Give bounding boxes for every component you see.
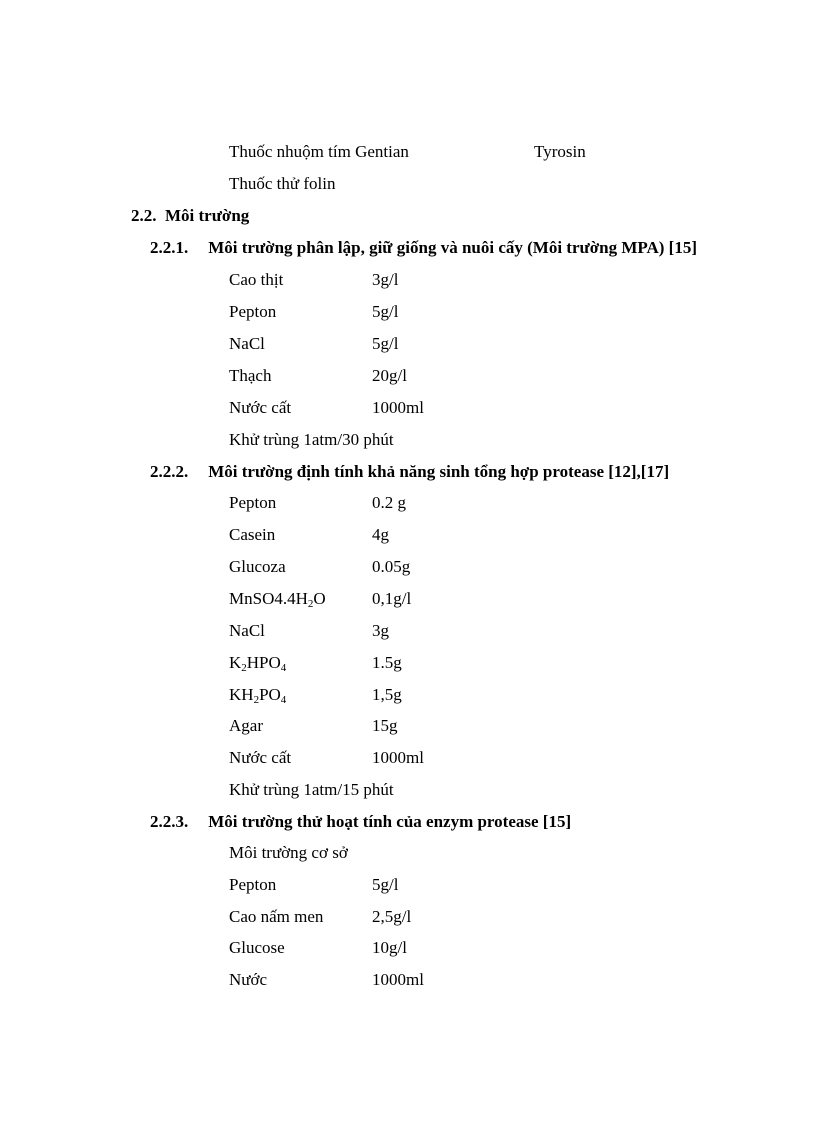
ingredient-name: Nước [229, 970, 268, 989]
formula-subscript: 4 [280, 694, 287, 706]
ingredient-name: Nước cất [229, 398, 292, 417]
ingredient-name: Nước cất [229, 748, 292, 767]
ingredient-name: Thạch [229, 366, 272, 385]
section-title: Môi trường phân lập, giữ giống và nuôi cấy (Môi trường MPA) [15] [208, 238, 697, 257]
ingredient-name: Cao thịt [229, 270, 284, 289]
ingredient-name: Agar [229, 716, 263, 735]
ingredient-value: 10g/l [372, 938, 407, 957]
sterilization-note: Khử trùng 1atm/15 phút [229, 780, 394, 799]
ingredient-value: 1.5g [372, 653, 402, 672]
chemical-folin: Thuốc thử folin [229, 174, 336, 193]
ingredient-value: 15g [372, 716, 398, 735]
formula-subscript: 4 [280, 662, 287, 674]
ingredient-value: 0.2 g [372, 493, 406, 512]
ingredient-value: 2,5g/l [372, 907, 412, 926]
ingredient-name: Cao nấm men [229, 907, 324, 926]
section-number: 2.2. [131, 206, 157, 225]
formula-part: O [313, 589, 326, 608]
section-title: Môi trường [165, 206, 250, 225]
ingredient-name: NaCl [229, 334, 265, 353]
chemical-tyrosin: Tyrosin [534, 142, 586, 161]
section-number: 2.2.2. [150, 462, 189, 481]
ingredient-name [229, 685, 286, 705]
ingredient-value: 1000ml [372, 398, 424, 417]
ingredient-name: Pepton [229, 302, 277, 321]
ingredient-name [229, 653, 286, 673]
ingredient-name: Glucoza [229, 557, 286, 576]
formula-part: MnSO4.4H [229, 589, 308, 608]
section-2-2-2-heading [150, 462, 669, 482]
formula-part: K [229, 653, 242, 672]
ingredient-value: 5g/l [372, 334, 399, 353]
subsection-subtitle: Môi trường cơ sở [229, 843, 348, 862]
chemical-gentian: Thuốc nhuộm tím Gentian [229, 142, 409, 161]
ingredient-name: Casein [229, 525, 276, 544]
formula-subscript: 2 [307, 598, 314, 610]
section-2-2-heading [131, 206, 249, 226]
ingredient-value: 3g/l [372, 270, 399, 289]
formula-part: KH [229, 685, 254, 704]
section-number: 2.2.3. [150, 812, 189, 831]
formula-subscript: 2 [253, 694, 260, 706]
section-title: Môi trường thử hoạt tính của enzym protease [15] [208, 812, 572, 831]
ingredient-value: 0.05g [372, 557, 411, 576]
ingredient-name: Pepton [229, 493, 277, 512]
formula-subscript: 2 [241, 662, 247, 674]
section-2-2-3-heading [150, 812, 571, 832]
ingredient-value: 0,1g/l [372, 589, 412, 608]
formula-part: HPO [246, 653, 281, 672]
ingredient-value: 20g/l [372, 366, 407, 385]
ingredient-value: 1000ml [372, 748, 424, 767]
ingredient-value: 5g/l [372, 302, 399, 321]
sterilization-note: Khử trùng 1atm/30 phút [229, 430, 394, 449]
formula-part: PO [259, 685, 281, 704]
ingredient-value: 3g [372, 621, 389, 640]
ingredient-name: NaCl [229, 621, 265, 640]
ingredient-value: 4g [372, 525, 389, 544]
ingredient-value: 5g/l [372, 875, 399, 894]
section-2-2-1-heading [150, 238, 697, 258]
ingredient-name: Pepton [229, 875, 277, 894]
ingredient-name [229, 589, 326, 609]
ingredient-name: Glucose [229, 938, 285, 957]
section-title: Môi trường định tính khả năng sinh tổng hợp protease [12],[17] [208, 462, 670, 481]
ingredient-value: 1,5g [372, 685, 402, 704]
ingredient-value: 1000ml [372, 970, 424, 989]
section-number: 2.2.1. [150, 238, 189, 257]
